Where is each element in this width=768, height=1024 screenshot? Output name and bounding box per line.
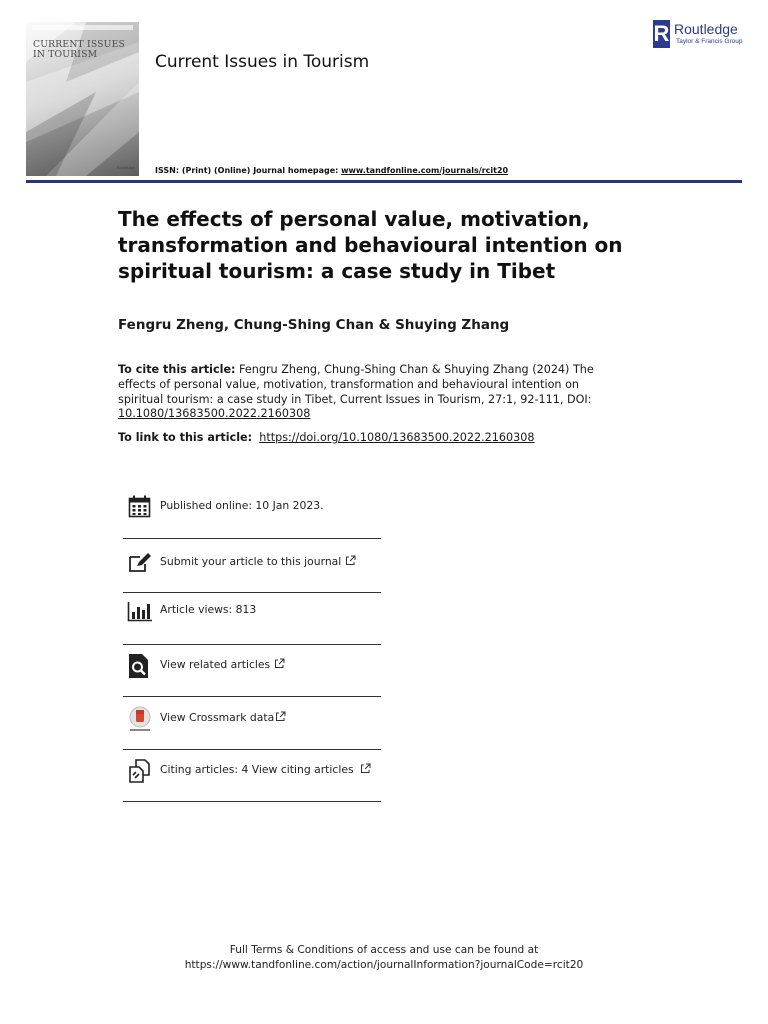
citing-articles-item[interactable] — [123, 746, 381, 796]
article-doi-link[interactable]: https://doi.org/10.1080/13683500.2022.2160308 — [259, 431, 535, 444]
journal-cover — [26, 22, 139, 176]
article-authors: Fengru Zheng, Chung-Shing Chan & Shuying Zhang — [118, 317, 510, 333]
cover-brand: Routledge — [116, 165, 135, 170]
related-articles-text[interactable]: View related articles — [160, 658, 271, 671]
journal-homepage-link[interactable]: www.tandfonline.com/journals/rcit20 — [341, 166, 509, 175]
search-document-icon — [127, 653, 153, 679]
citation-label: To cite this article: — [118, 363, 236, 376]
external-link-icon — [275, 711, 286, 722]
citation-doi-link[interactable]: 10.1080/13683500.2022.2160308 — [118, 407, 311, 421]
crossmark-icon — [127, 706, 153, 732]
citing-articles-icon — [127, 758, 153, 784]
citing-articles-label[interactable] — [160, 763, 371, 776]
footer-terms — [0, 943, 768, 973]
article-views-label: Article views: 813 — [160, 603, 257, 616]
article-views-item — [123, 586, 381, 636]
publisher-logo-mark: R — [653, 21, 670, 46]
list-divider — [123, 801, 381, 802]
cover-title: CURRENT ISSUES IN TOURISM — [33, 39, 126, 60]
submit-article-label[interactable] — [160, 555, 356, 568]
external-link-icon — [345, 555, 356, 566]
publisher-name: Routledge — [674, 21, 738, 37]
submit-article-text[interactable]: Submit your article to this journal — [160, 555, 342, 568]
published-online-label: Published online: 10 Jan 2023. — [160, 499, 324, 512]
article-link-label: To link to this article: — [118, 431, 253, 444]
publisher-logo[interactable] — [653, 20, 745, 48]
header-divider — [26, 180, 742, 183]
footer-terms-line: Full Terms & Conditions of access and use can be found at — [229, 944, 539, 956]
publisher-group: Taylor & Francis Group — [676, 38, 743, 45]
external-link-icon — [274, 658, 285, 669]
bar-chart-icon — [127, 598, 153, 624]
issn-text: ISSN: (Print) (Online) Journal homepage: — [155, 166, 342, 175]
related-articles-item[interactable] — [123, 641, 381, 691]
citation-text: Fengru Zheng, Chung-Shing Chan & Shuying Zhang (2024) The effects of personal value, motivation, transformation and behavioural intention on spiritual tourism: a case study in Tibet, Current Issues in Tourism, 27:1, 92-111, DOI: — [118, 363, 594, 406]
citing-articles-text[interactable]: Citing articles: 4 View citing articles — [160, 763, 354, 776]
citation-block — [118, 363, 600, 422]
article-title: The effects of personal value, motivation, transformation and behavioural intention on spiritual tourism: a case study in Tibet — [118, 207, 623, 283]
issn-line — [155, 166, 508, 175]
submit-article-item[interactable] — [123, 538, 381, 588]
published-online-item — [123, 482, 381, 532]
article-link-line — [118, 431, 534, 444]
footer-terms-url[interactable]: https://www.tandfonline.com/action/journalInformation?journalCode=rcit20 — [184, 959, 584, 971]
crossmark-item[interactable] — [123, 694, 381, 744]
edit-icon — [127, 550, 153, 576]
related-articles-label[interactable] — [160, 658, 285, 671]
crossmark-text[interactable]: View Crossmark data — [160, 711, 275, 724]
crossmark-label[interactable] — [160, 711, 286, 724]
calendar-icon — [127, 494, 153, 520]
external-link-icon — [360, 763, 371, 774]
journal-name: Current Issues in Tourism — [155, 52, 370, 72]
